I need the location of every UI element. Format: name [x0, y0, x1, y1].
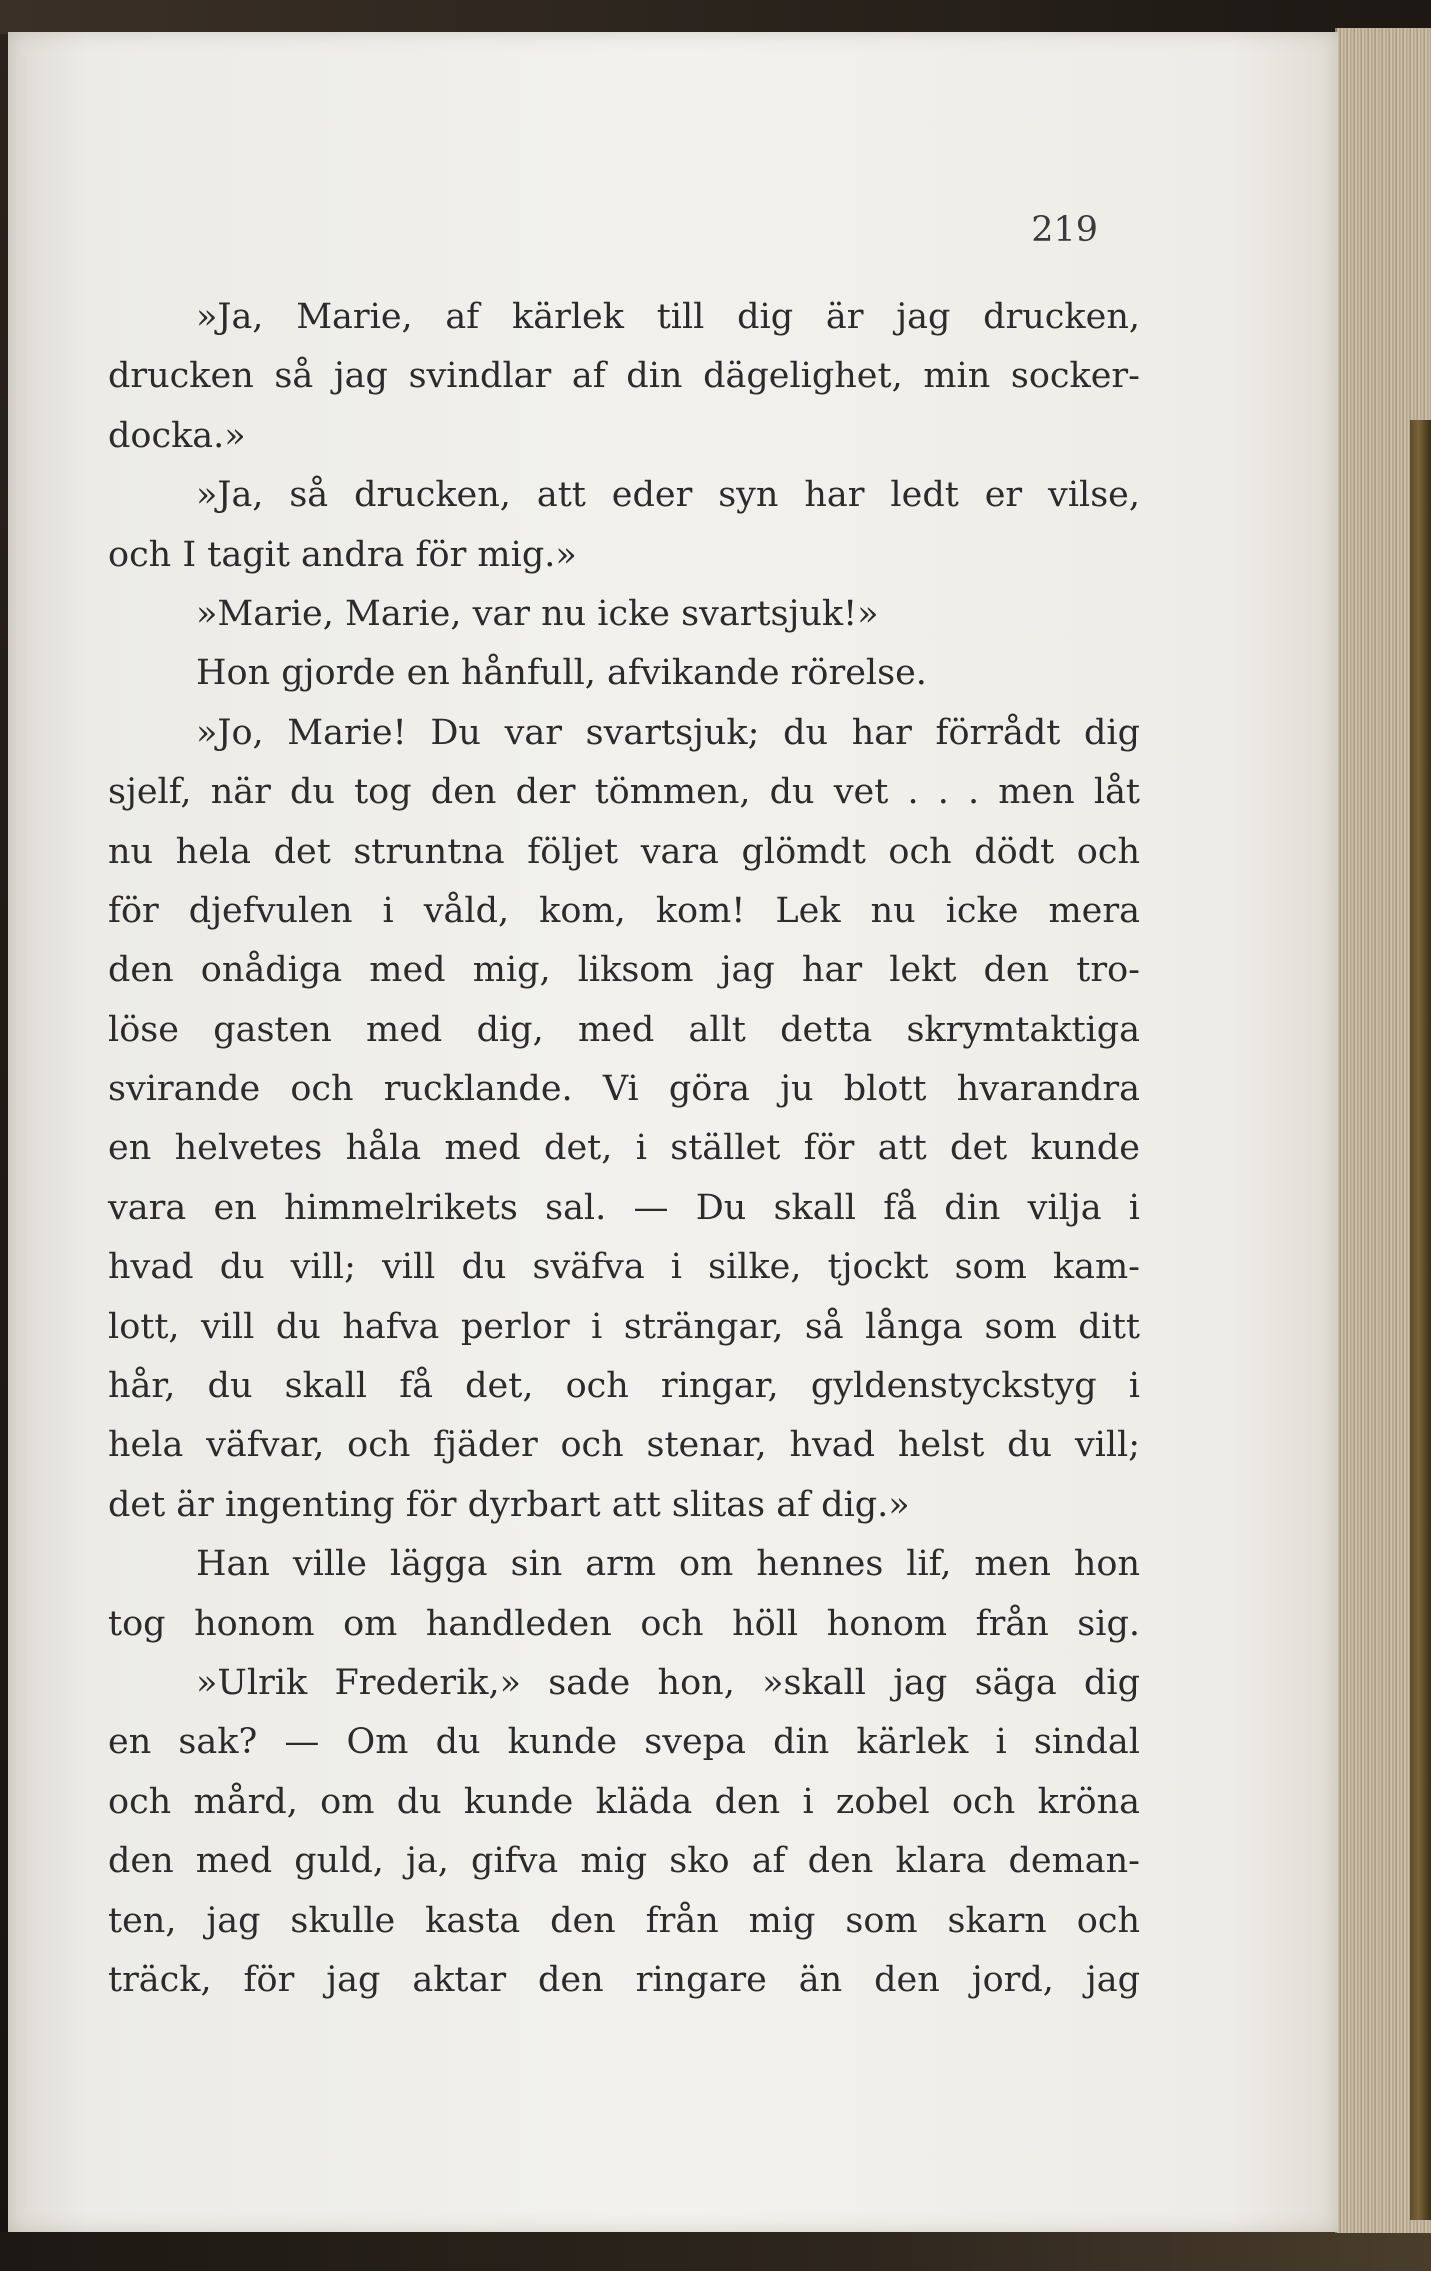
text-line: och mård, om du kunde kläda den i zobel och kröna [108, 1781, 1140, 1822]
text-line: »Ulrik Frederik,» sade hon, »skall jag säga dig [196, 1662, 1140, 1703]
text-line: lott, vill du hafva perlor i strängar, så långa som ditt [108, 1306, 1140, 1347]
book-cover-edge [1410, 420, 1431, 2220]
text-line: Han ville lägga sin arm om hennes lif, men hon [196, 1544, 1140, 1585]
scan-top-edge [0, 0, 1431, 34]
book-page [8, 32, 1338, 2232]
scan-bottom-edge [0, 2232, 1431, 2271]
text-line: sjelf, när du tog den der tömmen, du vet . . . men låt [108, 772, 1140, 813]
text-line: det är ingenting för dyrbart att slitas af dig.» [108, 1484, 910, 1525]
text-line: »Marie, Marie, var nu icke svartsjuk!» [196, 593, 879, 634]
text-line: en helvetes håla med det, i stället för att det kunde [108, 1128, 1140, 1169]
page-number: 219 [1031, 210, 1098, 250]
text-line: nu hela det struntna följet vara glömdt och dödt och [108, 831, 1140, 872]
text-line: träck, för jag aktar den ringare än den jord, jag [108, 1959, 1140, 2000]
text-line: hvad du vill; vill du sväfva i silke, tjockt som kam- [108, 1247, 1140, 1288]
text-line: hår, du skall få det, och ringar, gyldenstyckstyg i [108, 1366, 1140, 1407]
text-line: docka.» [108, 415, 246, 456]
text-line: »Ja, Marie, af kärlek till dig är jag drucken, [196, 297, 1140, 337]
text-line: löse gasten med dig, med allt detta skrymtaktiga [108, 1009, 1140, 1050]
text-line: för djefvulen i våld, kom, kom! Lek nu icke mera [108, 890, 1140, 931]
text-line: svirande och rucklande. Vi göra ju blott hvarandra [108, 1069, 1140, 1110]
text-line: den onådiga med mig, liksom jag har lekt den tro- [108, 950, 1140, 991]
text-line: »Jo, Marie! Du var svartsjuk; du har förrådt dig [196, 712, 1140, 753]
text-line: drucken så jag svindlar af din dägelighet, min socker- [108, 356, 1140, 397]
text-line: den med guld, ja, gifva mig sko af den klara deman- [108, 1841, 1140, 1882]
text-line: »Ja, så drucken, att eder syn har ledt er vilse, [196, 475, 1140, 516]
text-line: och I tagit andra för mig.» [108, 534, 577, 575]
text-line: en sak? — Om du kunde svepa din kärlek i sindal [108, 1722, 1140, 1763]
text-line: Hon gjorde en hånfull, afvikande rörelse. [196, 653, 927, 694]
text-line: tog honom om handleden och höll honom från sig. [108, 1603, 1140, 1644]
text-line: hela väfvar, och fjäder och stenar, hvad helst du vill; [108, 1425, 1140, 1466]
body-text [108, 288, 1140, 2010]
text-line: vara en himmelrikets sal. — Du skall få din vilja i [108, 1187, 1140, 1228]
text-line: ten, jag skulle kasta den från mig som skarn och [108, 1900, 1140, 1941]
